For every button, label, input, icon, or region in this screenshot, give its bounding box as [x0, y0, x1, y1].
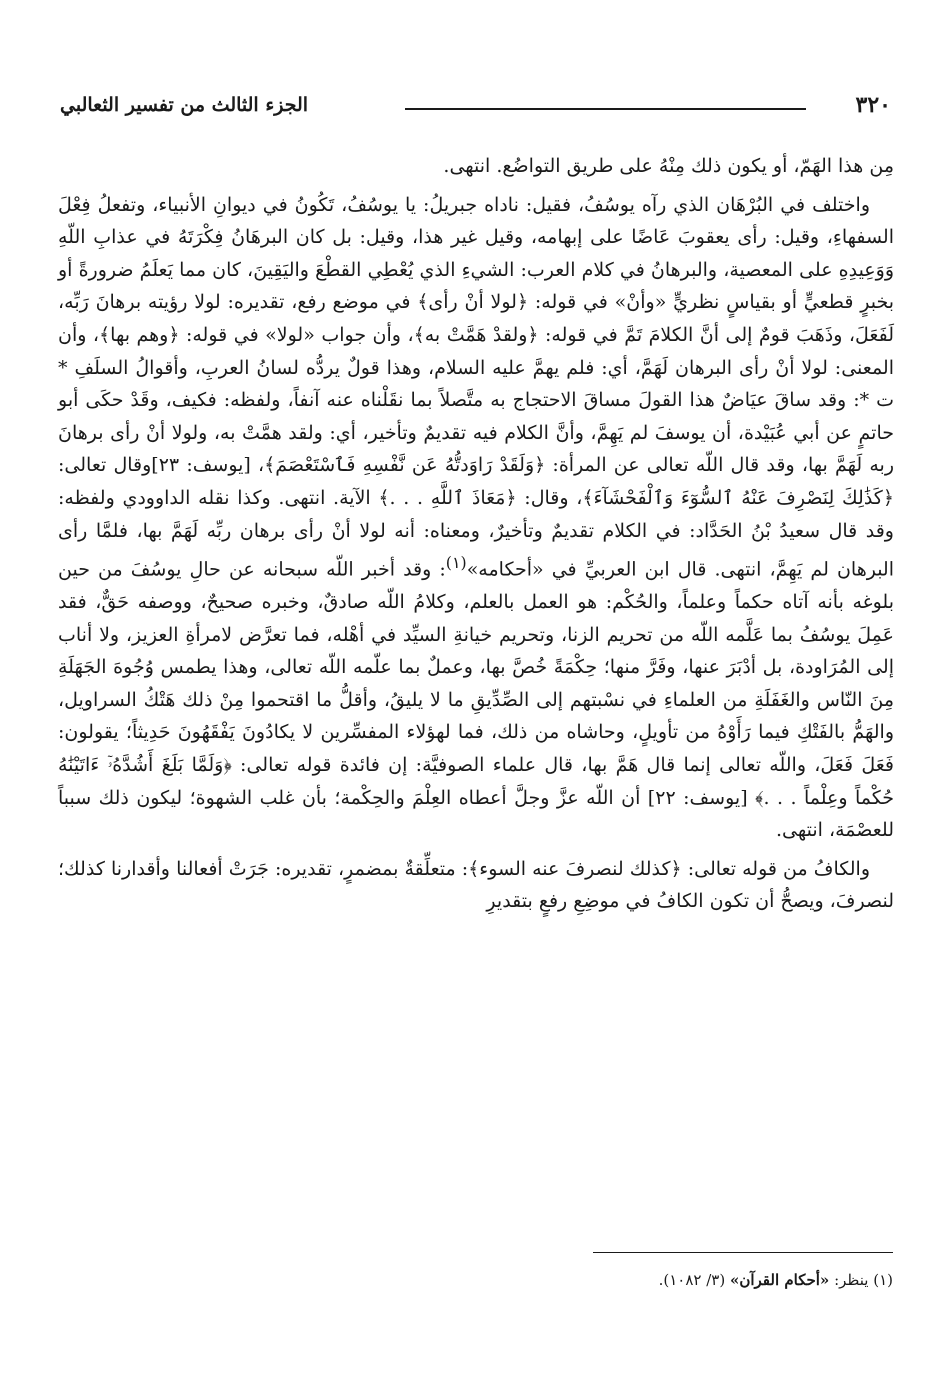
running-title: الجزء الثالث من تفسير الثعالبي	[60, 94, 309, 116]
footnote-number: (١)	[873, 1271, 893, 1289]
header-rule	[405, 108, 806, 110]
body-text	[58, 150, 894, 924]
paragraph-2-text-b: : وقد أخبر اللّه سبحانه عن حالِ يوسُفَ من حين بلوغه بأنه آتاه حكماً وعلماً، والحُكْم: هو العمل بالعلم، وكلامُ اللّه صادقٌ، وخبره صحيحٌ، ووصفه حَقٌّ، فقد عَمِلَ يوسُفُ بما عَلَّمه اللّه من تحريم الزنا، وتحريم خيانةِ السيِّد في أهْله، فما تعرَّض لامرأةِ العزيز، ولا أناب إلى المُرَاودة، بل أدْبَرَ عنها، وفَرَّ منها؛ حِكْمَةً خُصَّ بها، وعملٌ بما علّمه اللّه تعالى، وهذا يطمس وُجُوهَ الجَهَلَةِ مِنَ النّاس والغَفَلَةِ من العلماءِ في نسْبتهم إلى الصِّدِّيقِ ما لا يليقُ، وأقلُّ ما اقتحموا مِنْ ذلك هَتْكُ السراويل، والهَمُّ بالفَتْكِ فيما رَأَوْهُ من تأويلٍ، وحاشاه من ذلك، فما لهؤلاء المفسِّرين لا يكادُونَ يَفْقَهُونَ حَدِيثاً؛ يقولون: فَعَلَ فَعَلَ، واللّه تعالى إنما قال هَمَّ بها، قال علماء الصوفيَّة: إن فائدة قوله تعالى: ﴿وَلَمَّا بَلَغَ أَشُدَّهُۥٓ ءَاتَيْنَٰهُ حُكْماً وعِلْماً . . .﴾ [يوسف: ٢٢] أن اللّه عزَّ وجلَّ أعطاه العِلْمَ والحِكْمة؛ بأن غلب الشهوة؛ ليكون ذلك سبباً للعصْمَة، انتهى.	[58, 558, 894, 842]
footnote	[58, 1268, 893, 1292]
footnote-rule	[593, 1252, 893, 1253]
footnote-text: ينظر:	[834, 1271, 869, 1289]
paragraph-1: مِن هذا الهَمّ، أو يكون ذلك مِنْهُ على طريق التواضُع. انتهى.	[443, 155, 894, 177]
page-number: ٣٢٠	[855, 92, 891, 118]
paragraph-2	[58, 189, 894, 847]
paragraph-2-text-a: واختلف في البُرْهَان الذي رآه يوسُفُ، فقيل: ناداه جبريلُ: يا يوسُفُ، تَكُونُ في ديوانِ الأنبياء، وتفعلُ فِعْلَ السفهاءِ، وقيل: رأى يعقوبَ عَاضًا على إبهامه، وقيل غير هذا، وقيل: بل كان البرهَانُ فِكْرَتَهُ في عذابِ اللّهِ وَوَعِيدِهِ على المعصية، والبرهانُ في كلام العرب: الشيءِ الذي يُعْطِي القطْعَ واليَقِينَ، كان مما يَعلَمُ ضرورةً أو بخبرٍ قطعيٍّ أو بقياسٍ نظريٍّ «وأنْ» في قوله: ﴿لولا أنْ رأى﴾ في موضع رفع، تقديره: لولا رؤيته برهانَ رَبِّه، لَفَعَلَ، وذَهَبَ قومٌ إلى أنَّ الكلامَ تَمَّ في قوله: ﴿ولقدْ هَمَّتْ به﴾، وأن جواب «لولا» في قوله: ﴿وهم بها﴾، وأن المعنى: لولا أنْ رأى البرهان لَهَمَّ، أي: فلم يهمَّ عليه السلام، وهذا قولٌ يردُّه لسانُ العربِ، وأقوالُ السلَفِ * ت *: وقد ساقَ عيَاضٌ هذا القولَ مساقَ الاحتجاج به متَّصلاً بما نقَلْناه عنه آنفاً، ولفظه: فكيف، وقَدْ حكَى أبو حاتمٍ عن أبي عُبَيْدة، أن يوسفَ لم يَهِمَّ، وأنَّ الكلام فيه تقديمٌ وتأخير، أي: ولقد همَّتْ به، ولولا أنْ رأى برهانَ ربه لَهَمَّ بها، وقد قال اللّه تعالى عن المرأة: ﴿وَلَقَدْ رَاوَدتُّهُ عَن نَّفْسِهِ فَٱسْتَعْصَمَ﴾، [يوسف: ٢٣]وقال تعالى: ﴿كَذَٰلِكَ لِنَصْرِفَ عَنْهُ ٱلسُّوٓءَ وَٱلْفَحْشَآءَ﴾، وقال: ﴿مَعَاذَ ٱللَّهِ . . .﴾ الآية. انتهى. وكذا نقله الداوودي ولفظه: وقد قال سعيدُ بْنُ الحَدَّاد: في الكلام تقديمٌ وتأخيرٌ، ومعناه: أنه لولا أنْ رأى برهان ربِّه لَهَمَّ بها، فلمَّا رأى البرهان لم يَهِمَّ، انتهى. قال ابن العربيِّ في «أحكامه»	[58, 193, 894, 581]
footnote-marker: (١)	[445, 553, 467, 573]
paragraph-3: والكافُ من قوله تعالى: ﴿كذلك لنصرفَ عنه السوء﴾: متعلِّقةٌ بمضمرٍ، تقديره: جَرَتْ أفعالنا وأقدارنا كذلك؛ لنصرفَ، ويصحُّ أن تكون الكافُ في موضِعِ رفعٍ بتقديرِ	[58, 857, 894, 913]
footnote-source: «أحكام القرآن»	[729, 1271, 830, 1289]
footnote-ref: (٣/ ١٠٨٢).	[658, 1271, 726, 1289]
page-header	[60, 92, 891, 132]
